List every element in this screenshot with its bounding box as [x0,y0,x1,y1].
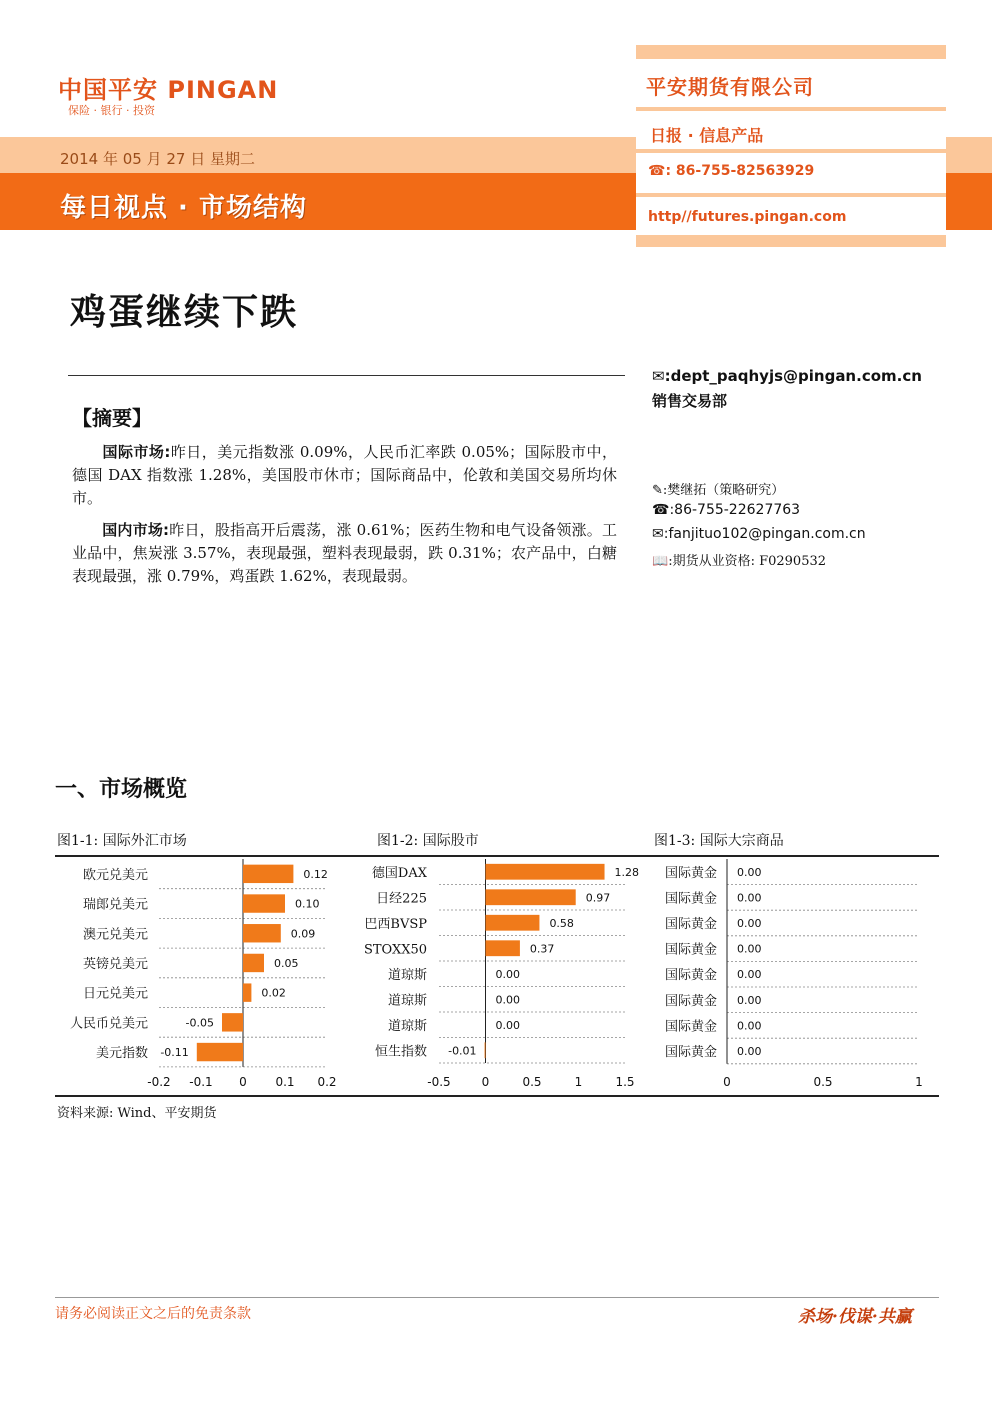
chart-stocks [355,857,645,1095]
tick-label: 0 [723,1075,731,1089]
data-label: 0.00 [737,968,762,982]
analyst-name: ✎:樊继拓（策略研究） [652,483,785,498]
category-label: 道琼斯 [387,1018,427,1034]
data-label: 0.05 [274,956,299,970]
tick-label: 1 [574,1075,583,1089]
data-label: -0.05 [185,1016,214,1030]
pen-icon: ✎ [652,483,663,498]
category-label: STOXX50 [363,942,427,958]
chart-stocks-svg [355,857,645,1095]
mail-icon: ✉ [652,526,664,542]
tick-label: 0.5 [813,1075,833,1089]
company-url[interactable]: http//futures.pingan.com [648,209,847,225]
bar [243,954,264,972]
category-label: 欧元兑美元 [82,867,148,883]
summary-text: 昨日，股指高开后震荡，涨 0.61%；医药生物和电气设备领涨。工业品中，焦炭涨 3.57%，表现最强，塑料表现最弱，跌 0.31%；农产品中，白糖表现最强，涨 0.79%，鸡蛋跌 1.62%，表现最弱。 [72,521,617,585]
data-label: 0.09 [290,927,316,941]
section-title: 一、市场概览 [55,777,188,802]
figure-caption: 图1-3: 国际大宗商品 [654,833,784,849]
summary-domestic [72,519,617,588]
figure-caption: 图1-1: 国际外汇市场 [57,833,187,849]
category-label: 日经225 [376,891,427,907]
company-name: 平安期货有限公司 [646,75,814,99]
mail-icon: ✉ [652,367,665,385]
panel-bar [636,45,946,59]
pingan-logo: 中国平安 PINGAN [58,76,279,104]
company-phone [648,163,814,179]
footer-rule [55,1297,939,1298]
panel-bar [636,193,946,197]
dept-email[interactable]: ✉:dept_paqhyjs@pingan.com.cn [652,367,922,385]
analyst-email[interactable]: ✉:fanjituo102@pingan.com.cn [652,526,866,542]
data-label: 0.00 [495,967,520,981]
tick-label: -0.2 [147,1075,171,1089]
date-band [0,137,636,173]
phone-icon: ☎: [648,163,672,179]
report-date: 2014 年 05 月 27 日 星期二 [60,150,255,168]
data-label: 0.00 [737,1019,762,1033]
data-label: 0.00 [737,1045,762,1058]
divider [68,375,625,376]
analyst-cert: 📖:期货从业资格: F0290532 [652,554,827,569]
category-label: 国际黄金 [664,993,717,1009]
company-panel [636,45,946,247]
bar [485,1042,486,1058]
category-label: 巴西BVSP [364,916,427,932]
bar [486,915,540,931]
data-label: 0.37 [529,942,555,956]
category-label: 国际黄金 [664,917,717,932]
category-label: 英镑兑美元 [82,956,148,972]
bar [243,924,281,942]
category-label: 人民币兑美元 [69,1016,148,1032]
data-label: -0.11 [160,1046,189,1060]
tick-label: 1.5 [615,1075,635,1089]
bar [486,940,520,956]
category-label: 恒生指数 [374,1044,427,1060]
bar [222,1013,243,1031]
data-label: 0.00 [737,993,762,1007]
analyst-phone: ☎:86-755-22627763 [652,502,801,518]
chart-commodities-svg [645,857,939,1095]
panel-bar [636,235,946,247]
data-label: 0.00 [737,865,762,879]
category-label: 美元指数 [95,1046,148,1062]
category-label: 德国DAX [371,865,427,881]
headline: 鸡蛋继续下跌 [70,292,299,333]
tick-label: 1 [915,1075,923,1089]
data-label: 0.00 [737,942,762,956]
category-label: 澳元兑美元 [82,927,148,943]
bar [486,864,605,880]
category-label: 瑞郎兑美元 [82,897,148,913]
category-label: 国际黄金 [664,865,717,881]
data-label: 0.00 [737,917,762,930]
analyst-phone-number: 86-755-22627763 [674,502,801,518]
data-label: 0.02 [261,986,286,1000]
chart-commodities [645,857,939,1095]
data-label: 1.28 [614,865,640,879]
chart-forex [55,857,355,1095]
analyst-cert-text: 期货从业资格: F0290532 [672,554,827,569]
company-phone-number: 86-755-82563929 [675,163,815,179]
category-label: 道琼斯 [387,993,427,1009]
data-label: 0.58 [549,916,574,930]
category-label: 国际黄金 [664,1045,717,1060]
category-label: 国际黄金 [664,1019,717,1035]
bar [243,894,285,912]
data-source: 资料来源: Wind、平安期货 [57,1106,217,1121]
category-label: 国际黄金 [664,942,717,958]
figure-caption: 图1-2: 国际股市 [377,833,479,849]
bar [243,983,251,1001]
tick-label: 0 [239,1075,247,1089]
panel-bar [636,107,946,111]
data-label: -0.01 [448,1044,477,1058]
data-label: 0.00 [495,1018,520,1032]
report-title: 每日视点 · 市场结构 [60,193,307,223]
tick-label: 0.5 [522,1075,542,1089]
summary-international [72,441,617,510]
category-label: 国际黄金 [664,891,717,907]
data-label: 0.12 [303,867,328,881]
right-stripe-light [946,137,992,173]
logo-tagline: 保险 · 银行 · 投资 [68,104,155,117]
data-label: 0.00 [737,891,762,905]
dept-name: 销售交易部 [652,392,728,410]
title-band [0,173,636,230]
bar [243,865,293,883]
slogan: 杀场·伐谋·共赢 [798,1307,912,1327]
summary-title: 【摘要】 [72,406,152,430]
report-type: 日报 · 信息产品 [650,126,764,145]
figure-rule [55,1095,939,1097]
summary-lead: 国内市场: [102,521,170,539]
category-label: 日元兑美元 [82,986,148,1002]
summary-text: 昨日，美元指数涨 0.09%，人民币汇率跌 0.05%；国际股市中，德国 DAX 指数涨 1.28%，美国股市休市；国际商品中，伦敦和美国交易所均休市。 [72,443,617,507]
tick-label: -0.1 [189,1075,213,1089]
tick-label: 0.2 [317,1075,337,1089]
dept-email-address: dept_paqhyjs@pingan.com.cn [670,367,922,385]
summary-lead: 国际市场: [102,443,171,461]
analyst-email-address: fanjituo102@pingan.com.cn [668,526,866,542]
panel-bar [636,149,946,153]
category-label: 道琼斯 [387,967,427,983]
disclaimer-link[interactable]: 请务必阅读正文之后的免责条款 [55,1306,251,1322]
tick-label: -0.5 [427,1075,451,1089]
analyst-name-text: 樊继拓（策略研究） [667,483,785,498]
data-label: 0.97 [585,891,611,905]
phone-icon: ☎ [652,502,670,518]
data-label: 0.10 [295,897,320,911]
tick-label: 0 [481,1075,490,1089]
bar [486,889,576,905]
chart-forex-svg [55,857,355,1095]
tick-label: 0.1 [275,1075,295,1089]
category-label: 国际黄金 [664,968,717,984]
bar [197,1043,243,1061]
data-label: 0.00 [495,993,520,1007]
book-icon: 📖 [652,554,669,569]
